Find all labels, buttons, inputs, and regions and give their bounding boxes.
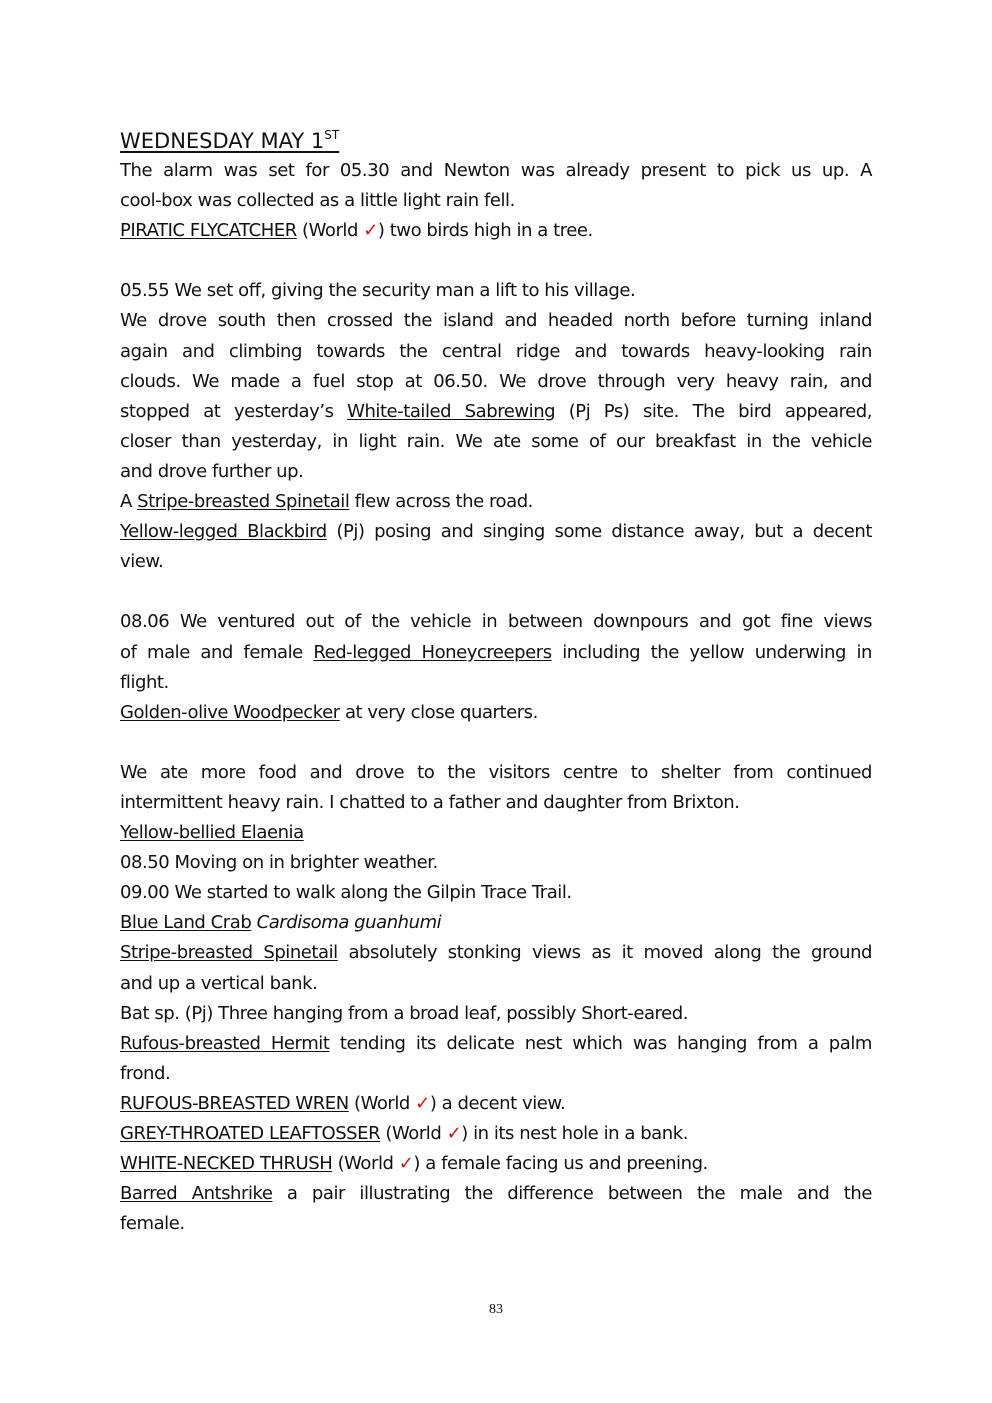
species-name: Barred Antshrike — [120, 1183, 273, 1205]
text-line: and up a vertical bank. — [120, 972, 318, 994]
species-line: GREY-THROATED LEAFTOSSER (World ✓) in its nest hole in a bank. — [120, 1123, 688, 1144]
text-line: again and climbing towards the central ridge and towards heavy-looking rain — [120, 340, 872, 362]
text-line: clouds. We made a fuel stop at 06.50. We drove through very heavy rain, and — [120, 370, 872, 392]
species-name: Blue Land Crab — [120, 912, 252, 934]
text-line: 05.55 We set off, giving the security man a lift to his village. — [120, 280, 636, 302]
text-line: We drove south then crossed the island and headed north before turning inland — [120, 310, 872, 332]
checkmark-icon: ✓ — [446, 1123, 462, 1144]
text-line: female. — [120, 1213, 185, 1235]
species-name: Stripe-breasted Spinetail — [137, 491, 350, 513]
species-line: A Stripe-breasted Spinetail flew across the road. — [120, 491, 533, 513]
species-line — [120, 908, 872, 938]
text-line: flight. — [120, 671, 169, 693]
species-name: GREY-THROATED LEAFTOSSER — [120, 1123, 381, 1144]
species-line: PIRATIC FLYCATCHER (World ✓) two birds high in a tree. — [120, 220, 593, 242]
species-line: WHITE-NECKED THRUSH (World ✓) a female facing us and preening. — [120, 1153, 708, 1175]
checkmark-icon: ✓ — [363, 220, 378, 242]
species-name: RUFOUS-BREASTED WREN — [120, 1092, 349, 1114]
species-name: White-tailed Sabrewing — [347, 400, 556, 422]
species-line: Stripe-breasted Spinetail absolutely stonking views as it moved along the ground — [120, 942, 873, 964]
text-line: 08.50 Moving on in brighter weather. — [120, 852, 438, 874]
text-line: 08.06 We ventured out of the vehicle in between downpours and got fine views — [120, 611, 872, 633]
species-line: of male and female Red-legged Honeycreepers including the yellow underwing in — [120, 641, 872, 663]
text-line: and drove further up. — [120, 460, 304, 482]
species-name: Yellow-legged Blackbird — [120, 521, 327, 543]
text-line: 09.00 We started to walk along the Gilpin Trace Trail. — [120, 882, 572, 904]
text-line: frond. — [120, 1062, 171, 1084]
checkmark-icon: ✓ — [398, 1153, 414, 1175]
text-line: The alarm was set for 05.30 and Newton was already present to pick us up. A — [120, 160, 872, 181]
page-number: 83 — [489, 1302, 503, 1317]
species-line: stopped at yesterday’s White-tailed Sabrewing (Pj Ps) site. The bird appeared, — [120, 400, 873, 422]
text-line: closer than yesterday, in light rain. We ate some of our breakfast in the vehicle — [120, 430, 872, 452]
species-line: Barred Antshrike a pair illustrating the difference between the male and the — [120, 1183, 872, 1205]
species-name: PIRATIC FLYCATCHER — [120, 220, 297, 242]
species-name: Golden-olive Woodpecker — [120, 701, 340, 723]
species-line — [120, 818, 872, 848]
page-title: WEDNESDAY MAY 1ST — [120, 128, 340, 153]
latin-name: Cardisoma guanhumi — [256, 912, 442, 934]
page-body — [120, 120, 872, 1239]
species-name: WHITE-NECKED THRUSH — [120, 1153, 333, 1175]
text-line: cool-box was collected as a little light rain fell. — [120, 190, 515, 212]
species-name: Yellow-bellied Elaenia — [120, 822, 304, 844]
species-name: Rufous-breasted Hermit — [120, 1032, 330, 1054]
species-line: Golden-olive Woodpecker at very close quarters. — [120, 701, 538, 723]
species-line: Rufous-breasted Hermit tending its delicate nest which was hanging from a palm — [120, 1032, 872, 1054]
text-line: intermittent heavy rain. I chatted to a father and daughter from Brixton. — [120, 791, 740, 813]
species-name: Stripe-breasted Spinetail — [120, 942, 338, 964]
species-name: Red-legged Honeycreepers — [313, 641, 552, 663]
text-line: view. — [120, 551, 164, 573]
text-line: We ate more food and drove to the visitors centre to shelter from continued — [120, 761, 872, 783]
checkmark-icon: ✓ — [415, 1092, 430, 1114]
species-line: Yellow-legged Blackbird (Pj) posing and singing some distance away, but a decent — [120, 521, 872, 543]
text-line: Bat sp. (Pj) Three hanging from a broad leaf, possibly Short-eared. — [120, 1002, 688, 1024]
species-line: RUFOUS-BREASTED WREN (World ✓) a decent view. — [120, 1092, 566, 1114]
